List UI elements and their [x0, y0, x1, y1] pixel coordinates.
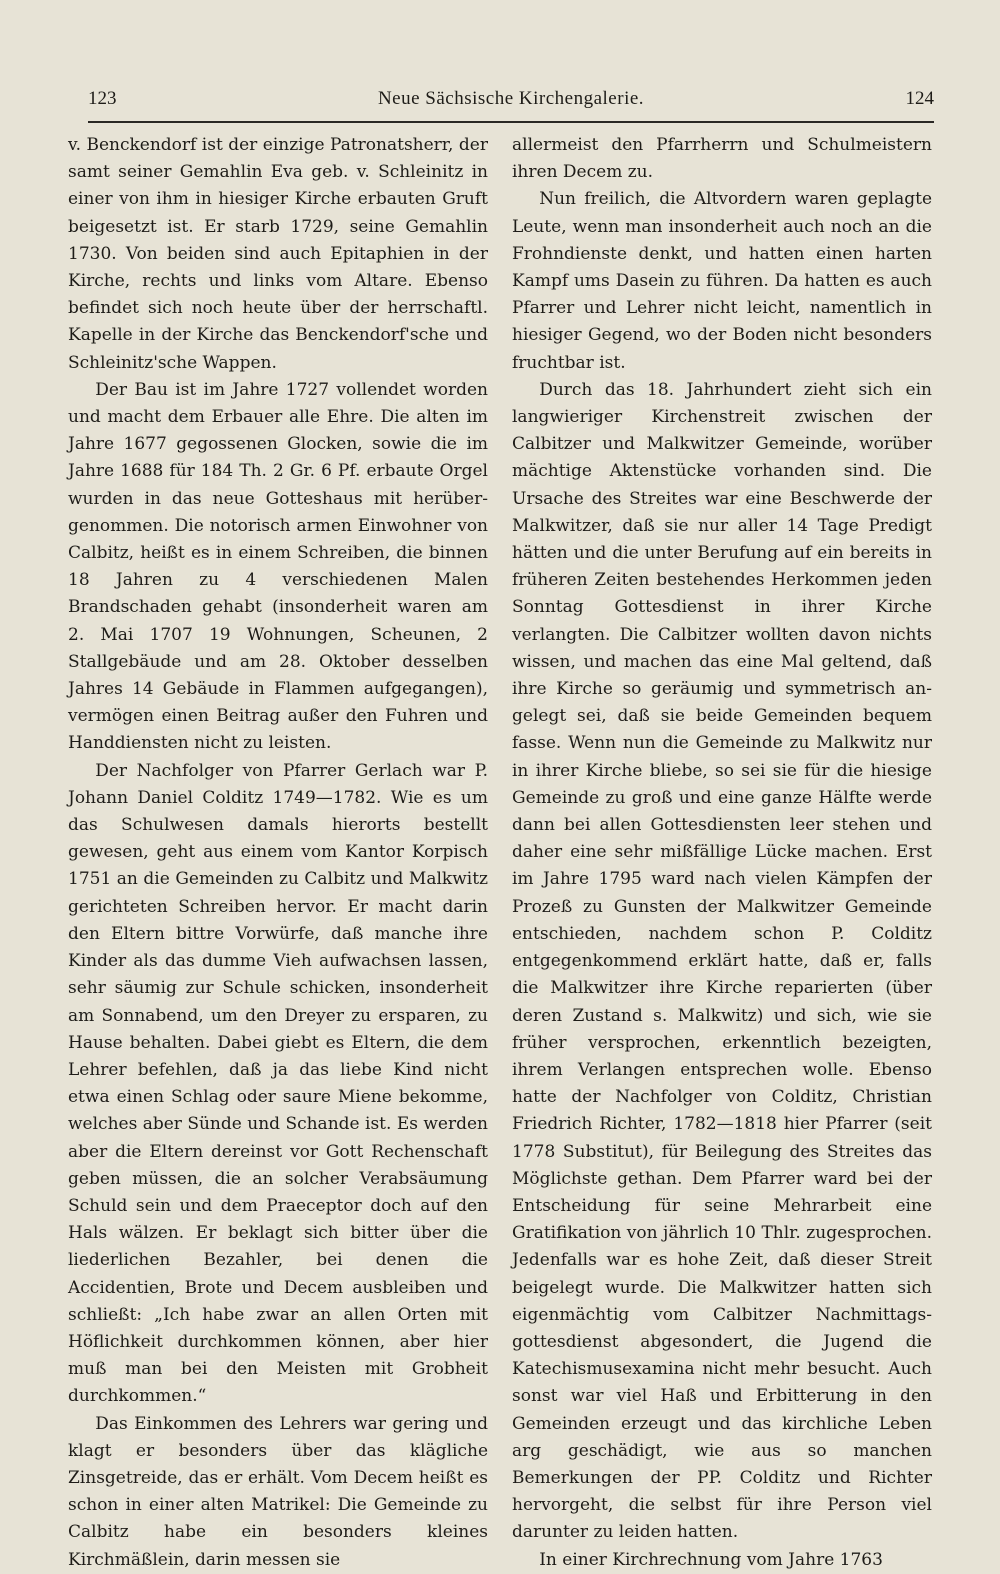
paragraph: In einer Kirchrechnung vom Jahre 1763 [539, 1549, 883, 1570]
running-title: Neue Sächsische Kirchengalerie. [377, 88, 645, 109]
paragraph: Der Bau ist im Jahre 1727 vollendet worden und macht dem Erbauer alle Ehre. Die alten im Jahre 1677 gegossenen Glocken, sowie die im Jahre 1688 für 184 Th. 2 Gr. 6 Pf. erbaute Orgel wurden in das neue Gotteshaus mit herübergenommen. Die notorisch armen Einwohner von Calbitz, heißt es in einem Schreiben, die binnen 18 Jahren zu 4 verschiedenen Malen Brandschaden gehabt (insonderheit waren am 2. Mai 1707 19 Wohnungen, Scheunen, 2 Stallgebäude und am 28. Oktober desselben Jahres 14 Gebäude in Flammen aufgegangen), vermögen einen Beitrag außer den Fuhren und Handdiensten nicht zu leisten. [68, 379, 488, 754]
paragraph: Der Nachfolger von Pfarrer Gerlach war P. Johann Daniel Colditz 1749—1782. Wie es um das Schulwesen damals hierorts bestellt gewesen, geht aus einem vom Kantor Korpisch 1751 an die Gemeinden zu Calbitz und Malkwitz gerichteten Schreiben hervor. Er macht darin den Eltern bittre Vorwürfe, daß manche ihre Kinder als das dumme Vieh aufwachsen lassen, sehr säumig zur Schule schicken, insonderheit am Sonnabend, um den Dreyer zu ersparen, zu Hause behalten. Dabei giebt es Eltern, die dem Lehrer befehlen, daß ja das liebe Kind nicht etwa einen Schlag oder saure Miene bekomme, welches aber Sünde und Schande ist. Es werden aber die Eltern dereinst vor Gott Rechenschaft geben müssen, die an solcher Verabsäumung Schuld sein und dem Praeceptor doch auf den Hals wälzen. Er beklagt sich bitter über die liederlichen Bezahler, bei denen die Accidentien, Brote und Decem ausbleiben und schließt: „Ich habe zwar an allen Orten mit Höflichkeit durchkommen können, aber hier muß man bei den Meisten mit Grobheit durchkommen.“ [68, 760, 488, 1407]
left-column [68, 132, 488, 1574]
paragraph: Das Einkommen des Lehrers war gering und klagt er besonders über das klägliche Zinsgetreide, das er erhält. Vom Decem heißt es schon in einer alten Matrikel: Die Gemeinde zu Calbitz habe ein besonders kleines Kirchmäßlein, darin messen sie [68, 1413, 488, 1570]
header-rule [88, 121, 934, 123]
page-number-right: 124 [905, 88, 934, 109]
paragraph: v. Benckendorf ist der einzige Patronatsherr, der samt seiner Gemahlin Eva geb. v. Schleinitz in einer von ihm in hiesiger Kirche erbauten Gruft beigesetzt ist. Er starb 1729, seine Gemahlin 1730. Von beiden sind auch Epitaphien in der Kirche, rechts und links vom Altare. Ebenso befindet sich noch heute über der herrschaftl. Kapelle in der Kirche das Benckendorf'sche und Schleinitz'sche Wappen. [68, 135, 488, 373]
right-column [512, 132, 932, 1574]
running-header [88, 88, 934, 118]
paragraph: Durch das 18. Jahrhundert zieht sich ein langwieriger Kirchenstreit zwischen der Calbitzer und Malkwitzer Gemeinde, worüber mächtige Aktenstücke vorhanden sind. Die Ursache des Streites war eine Beschwerde der Malkwitzer, daß sie nur aller 14 Tage Predigt hätten und die unter Berufung auf ein bereits in früheren Zeiten bestehendes Herkommen jeden Sonntag Gottesdienst in ihrer Kirche verlangten. Die Calbitzer wollten davon nichts wissen, und machen das eine Mal geltend, daß ihre Kirche so geräumig und symmetrisch angelegt sei, daß sie beide Gemeinden bequem fasse. Wenn nun die Gemeinde zu Malkwitz nur in ihrer Kirche bliebe, so sei sie für die hiesige Gemeinde zu groß und eine ganze Hälfte werde dann bei allen Gottesdiensten leer stehen und daher eine sehr mißfällige Lücke machen. Erst im Jahre 1795 ward nach vielen Kämpfen der Prozeß zu Gunsten der Malkwitzer Gemeinde entschieden, nachdem schon P. Colditz entgegenkommend erklärt hatte, daß er, falls die Malkwitzer ihre Kirche reparierten (über deren Zustand s. Malkwitz) und sich, wie sie früher versprochen, erkenntlich bezeigten, ihrem Verlangen entsprechen wolle. Ebenso hatte der Nachfolger von Colditz, Christian Friedrich Richter, 1782—1818 hier Pfarrer (seit 1778 Substitut), für Beilegung des Streites das Möglichste gethan. Dem Pfarrer ward bei der Entscheidung für seine Mehrarbeit eine Gratifikation von jährlich 10 Thlr. zugesprochen. Jedenfalls war es hohe Zeit, daß dieser Streit beigelegt wurde. Die Malkwitzer hatten sich eigenmächtig vom Calbitzer Nachmittagsgottesdienst abgesondert, die Jugend die Katechismusexamina nicht mehr besucht. Auch sonst war viel Haß und Erbitterung in den Gemeinden erzeugt und das kirchliche Leben arg geschädigt, wie aus so manchen Bemerkungen der PP. Colditz und Richter hervorgeht, die selbst für ihre Person viel darunter zu leiden hatten. [512, 379, 932, 1543]
paragraph: Nun freilich, die Altvordern waren geplagte Leute, wenn man insonderheit auch noch an die Frohndienste denkt, und hatten einen harten Kampf ums Dasein zu führen. Da hatten es auch Pfarrer und Lehrer nicht leicht, namentlich in hiesiger Gegend, wo der Boden nicht besonders fruchtbar ist. [512, 189, 932, 373]
paragraph: allermeist den Pfarrherrn und Schulmeistern ihren Decem zu. [512, 135, 932, 183]
page-number-left: 123 [88, 88, 117, 109]
